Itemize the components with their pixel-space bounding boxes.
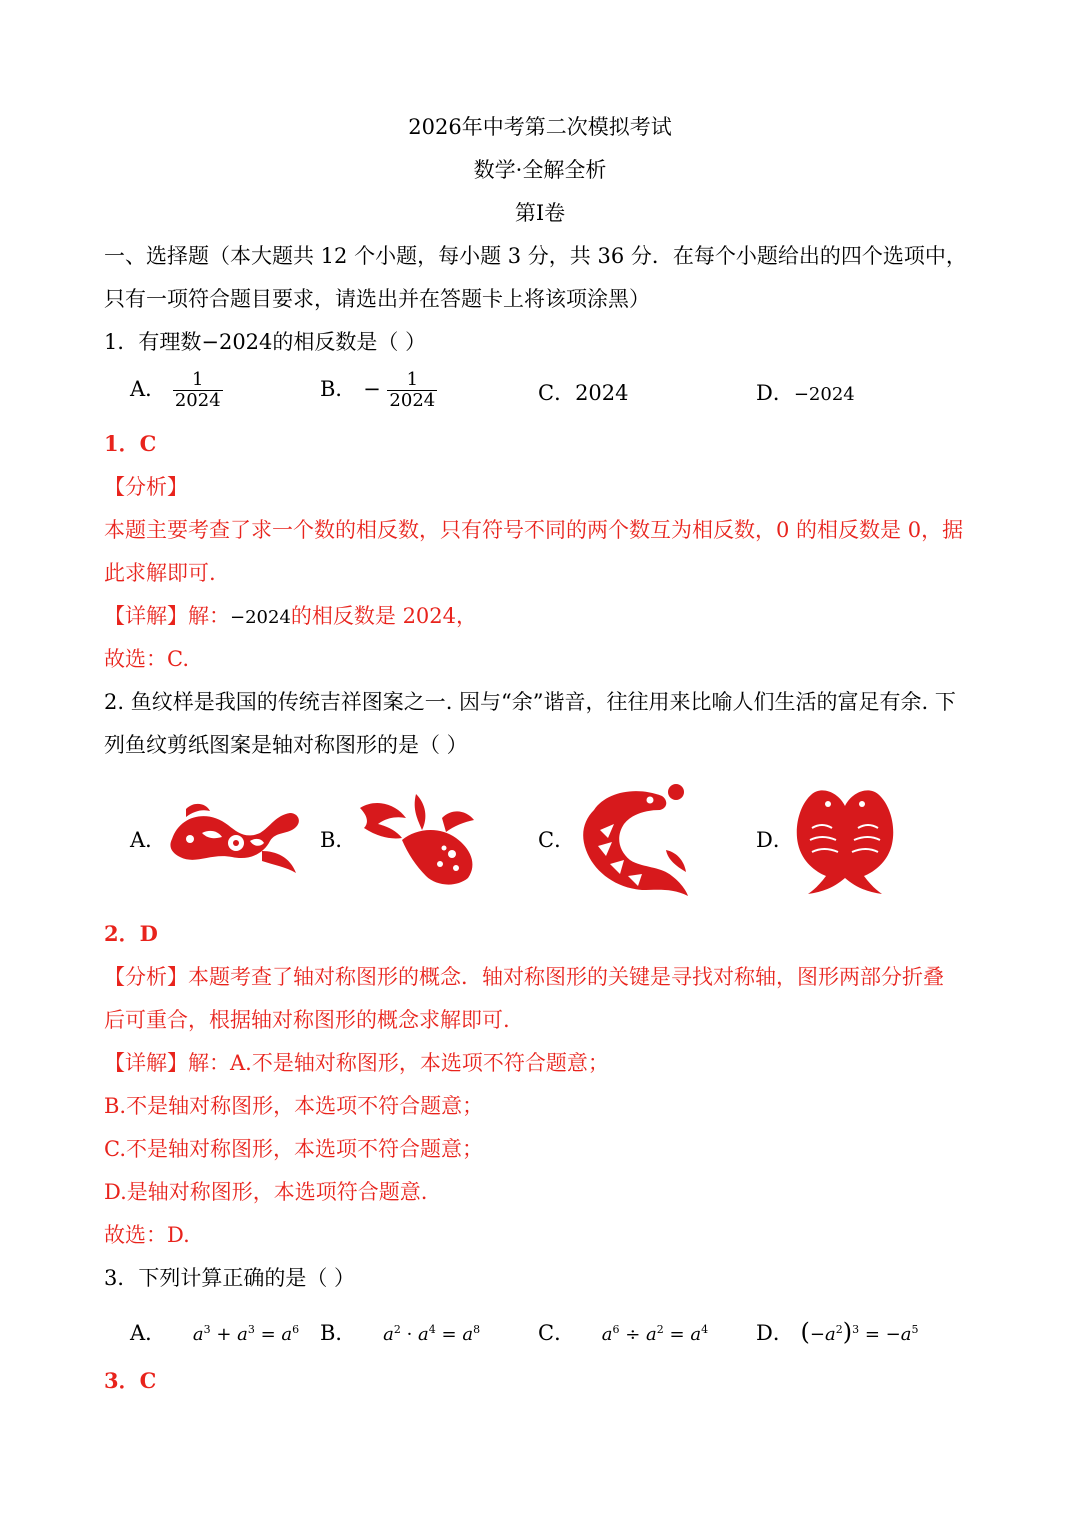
q3-stem: 3．下列计算正确的是（ ） xyxy=(104,1266,356,1290)
q1-option-a-denominator: 2024 xyxy=(174,390,221,411)
q1-stem: 1．有理数−2024的相反数是（ ） xyxy=(104,330,427,354)
exam-title: 2026年中考第二次模拟考试 xyxy=(408,115,672,139)
q3-option-a-expression: $a^3 + a^3 = a^6$ xyxy=(192,1323,300,1345)
section-intro-line1: 一、选择题（本大题共 12 个小题，每小题 3 分，共 36 分．在每个小题给出的四个选项中， xyxy=(104,244,967,268)
section-intro-line2: 只有一项符合题目要求，请选出并在答题卡上将该项涂黑） xyxy=(104,287,650,311)
q1-option-c: C．2024 xyxy=(538,381,629,405)
q3-option-c-label: C． xyxy=(538,1321,576,1345)
q1-option-d xyxy=(756,379,855,409)
q2-option-a-label: A． xyxy=(130,828,167,852)
q1-option-b xyxy=(320,370,437,411)
q3-option-c xyxy=(538,1316,708,1349)
q3-option-d xyxy=(756,1316,919,1349)
q2-analysis-tag: 【分析】 xyxy=(104,965,188,989)
q3-option-b-expression: $a^2 \cdot a^4 = a^8$ xyxy=(383,1323,481,1345)
q1-option-a-label: A． xyxy=(130,377,167,401)
q1-option-b-denominator: 2024 xyxy=(389,390,436,411)
q1-analysis-line2: 此求解即可. xyxy=(104,561,216,585)
q2-choose: 故选：D. xyxy=(104,1223,190,1247)
q1-option-b-sign: − xyxy=(363,377,381,401)
q2-analysis-line1: 本题考查了轴对称图形的概念．轴对称图形的关键是寻找对称轴，图形两部分折叠 xyxy=(188,965,944,989)
q3-answer: 3．C xyxy=(104,1368,157,1393)
q2-option-d-label: D． xyxy=(756,828,794,852)
q1-choose: 故选：C. xyxy=(104,647,189,671)
q2-answer: 2．D xyxy=(104,921,158,946)
q1-option-b-fraction xyxy=(387,370,437,411)
q1-option-b-numerator: 1 xyxy=(387,370,437,391)
q2-analysis-line2: 后可重合，根据轴对称图形的概念求解即可. xyxy=(104,1008,510,1032)
exam-subtitle: 数学·全解全析 xyxy=(473,158,607,182)
q3-option-b-label: B． xyxy=(320,1321,357,1345)
q3-option-d-expression: $(-a^2)^3 = -a^5$ xyxy=(800,1318,919,1346)
q1-detail-tag: 【详解】解： xyxy=(104,604,230,628)
volume-label: 第Ⅰ卷 xyxy=(514,201,566,225)
q2-stem-line2: 列鱼纹剪纸图案是轴对称图形的是（ ） xyxy=(104,733,468,757)
q2-detail-line2: B.不是轴对称图形，本选项不符合题意； xyxy=(104,1094,484,1118)
q3-option-a-label: A． xyxy=(130,1321,167,1345)
q2-fish-a-image xyxy=(166,795,306,879)
q2-option-b-label: B． xyxy=(320,828,357,852)
q2-detail-line4: D.是轴对称图形，本选项符合题意. xyxy=(104,1180,428,1204)
q2-option-c-label: C． xyxy=(538,828,576,852)
q2-detail-line1: 解：A.不是轴对称图形，本选项不符合题意； xyxy=(188,1051,609,1075)
q1-detail-rest: 的相反数是 2024， xyxy=(290,604,478,628)
q1-option-b-label: B． xyxy=(320,377,357,401)
q1-detail-value: −2024 xyxy=(230,607,291,628)
q1-option-d-label: D． xyxy=(756,381,794,405)
q3-option-a xyxy=(130,1316,299,1349)
q2-fish-b-image xyxy=(356,788,484,888)
q1-detail xyxy=(104,602,477,632)
q3-option-c-expression: $a^6 \div a^2 = a^4$ xyxy=(601,1323,709,1345)
q1-option-a-numerator: 1 xyxy=(173,370,223,391)
q2-detail-line3: C.不是轴对称图形，本选项不符合题意； xyxy=(104,1137,483,1161)
q1-answer: 1．C xyxy=(104,431,157,456)
q1-option-a-fraction xyxy=(173,370,223,411)
q1-option-d-value: −2024 xyxy=(793,384,855,405)
q1-analysis-line1: 本题主要考查了求一个数的相反数，只有符号不同的两个数互为相反数，0 的相反数是 0，据 xyxy=(104,518,964,542)
q2-detail xyxy=(104,1049,609,1077)
q3-option-d-label: D． xyxy=(756,1321,794,1345)
q2-analysis xyxy=(104,963,944,991)
q2-detail-tag: 【详解】 xyxy=(104,1051,188,1075)
q2-fish-c-image xyxy=(576,780,692,896)
q2-stem-line1: 2. 鱼纹样是我国的传统吉祥图案之一. 因与“余”谐音，往往用来比喻人们生活的富足有余. 下 xyxy=(104,690,956,714)
q1-analysis-tag: 【分析】 xyxy=(104,475,188,499)
q3-option-b xyxy=(320,1316,480,1349)
q2-fish-d-image xyxy=(792,782,898,894)
q1-option-a xyxy=(130,370,223,411)
